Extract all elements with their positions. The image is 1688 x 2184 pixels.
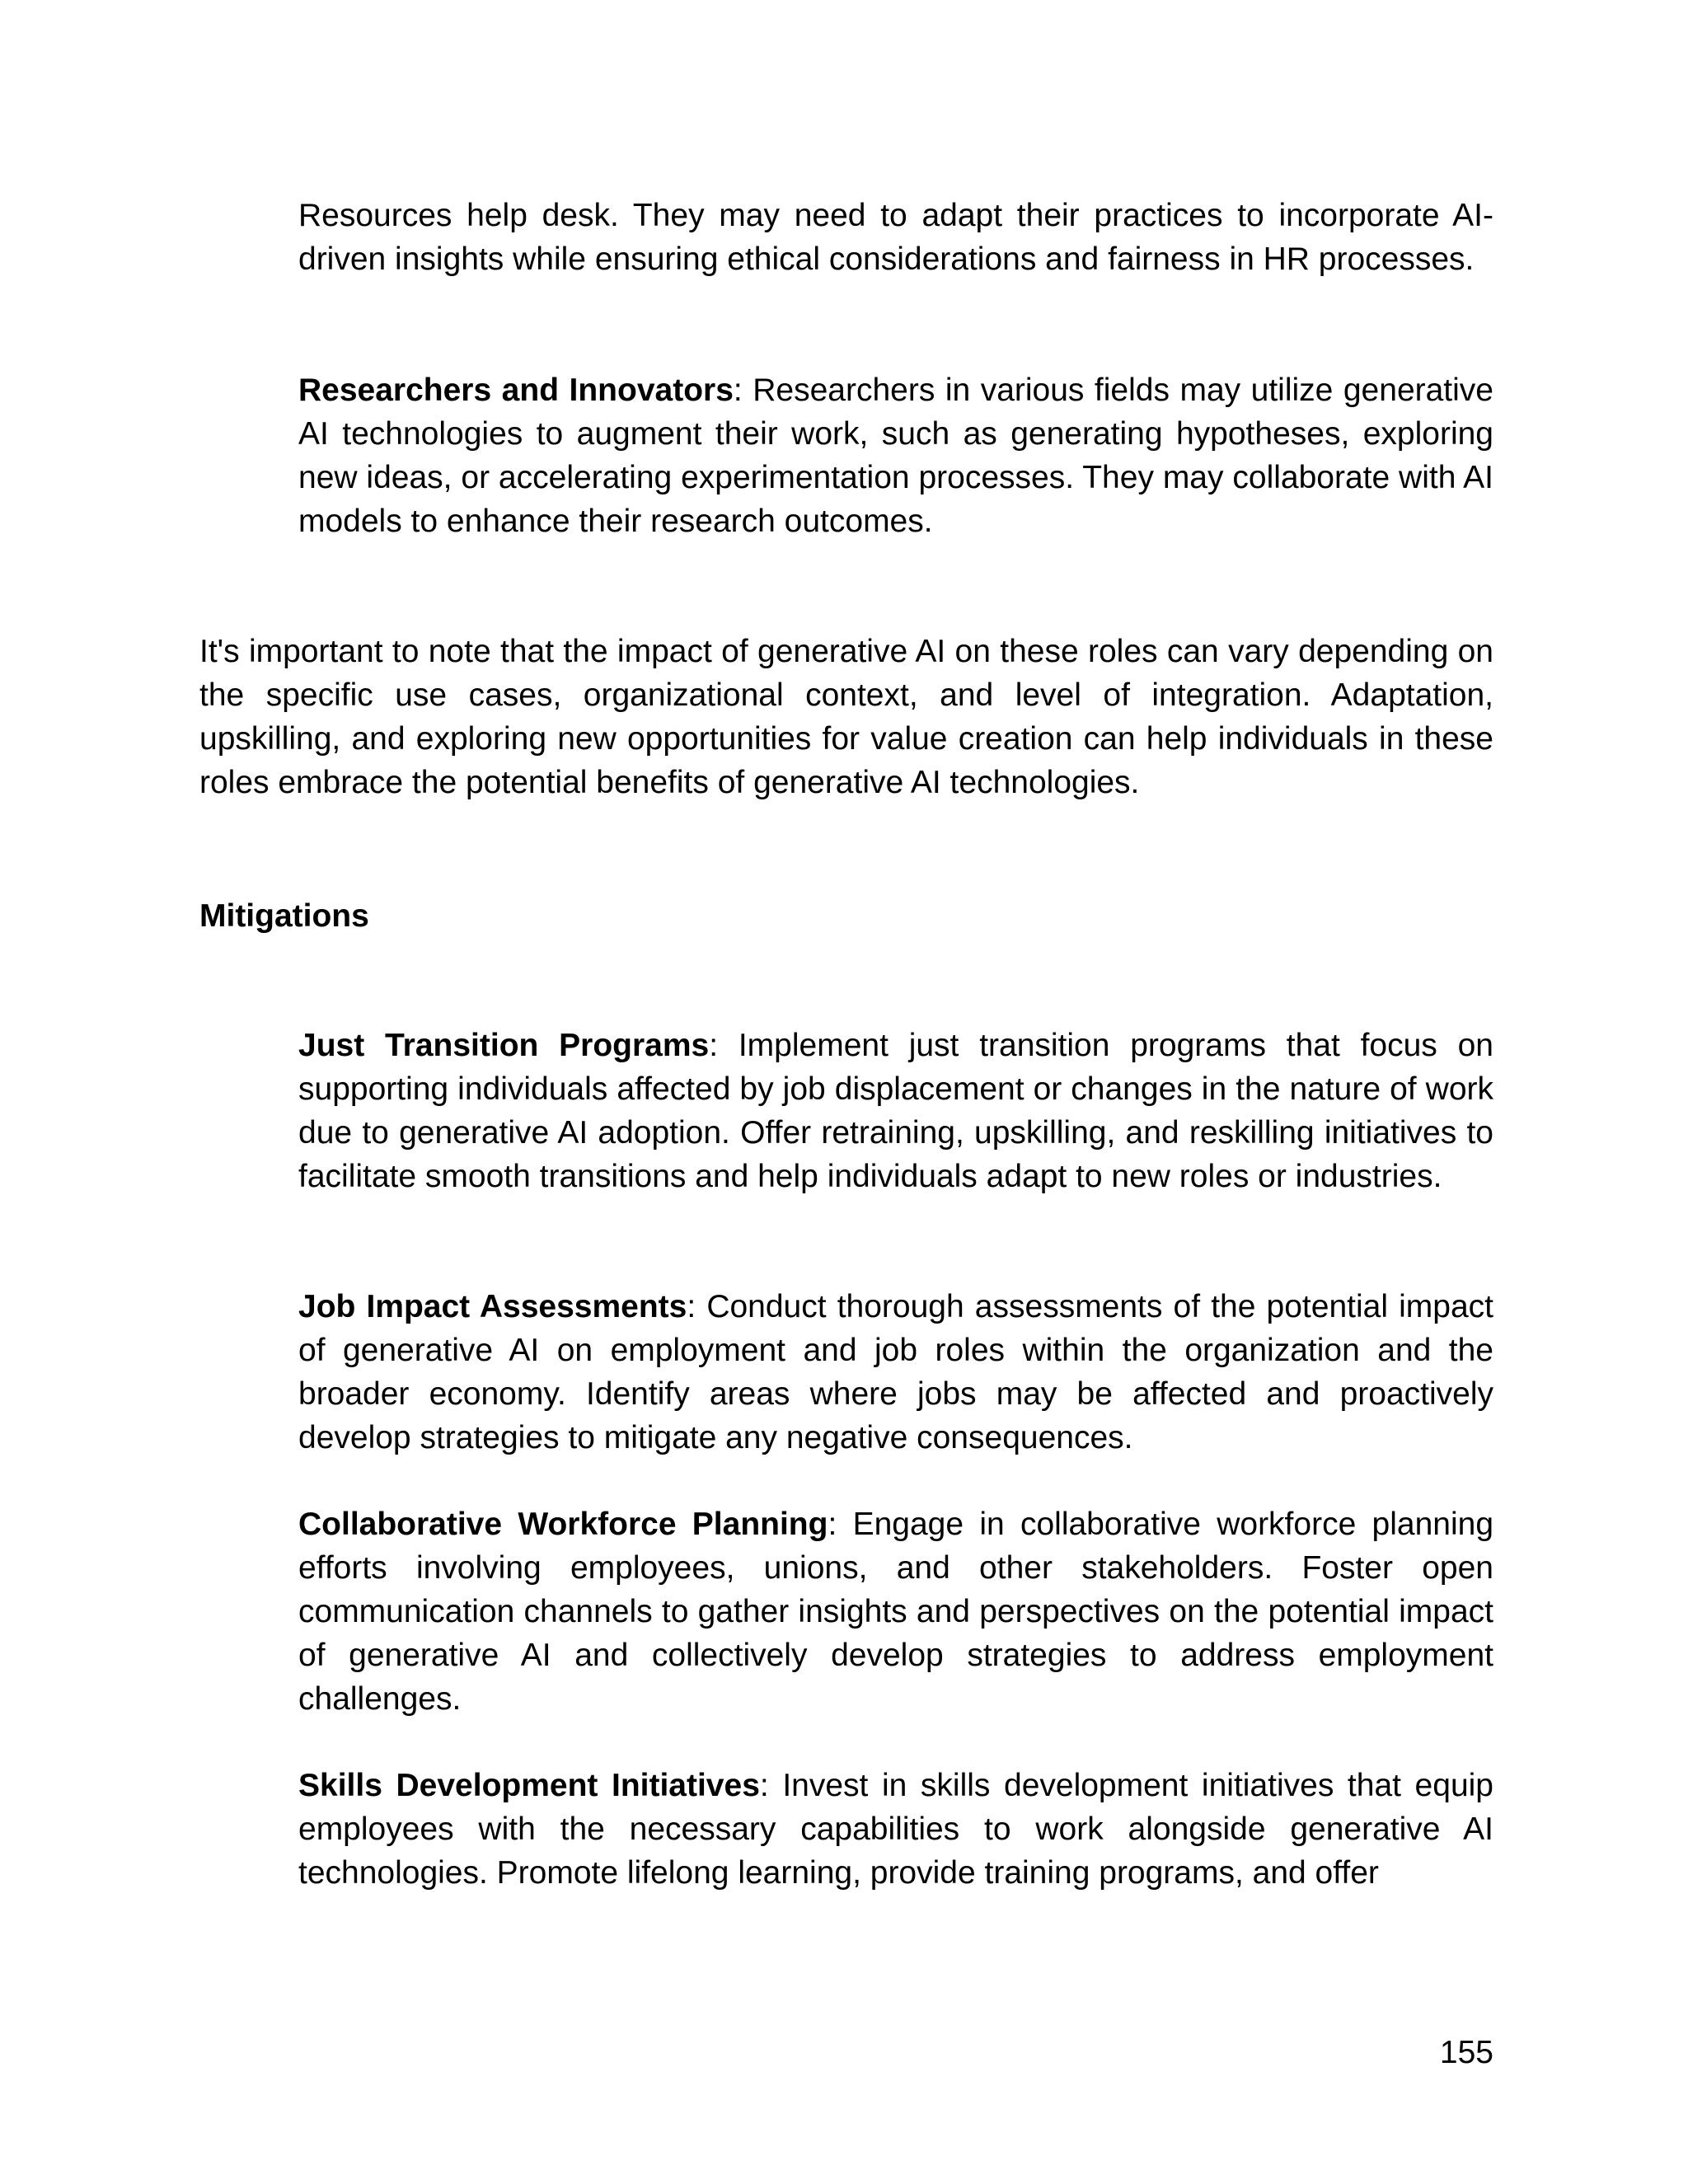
researchers-term: Researchers and Innovators: [298, 373, 734, 408]
mitigation-term: Just Transition Programs: [298, 1028, 710, 1063]
mitigations-heading: Mitigations: [199, 898, 369, 934]
mitigation-item: [298, 1502, 1493, 1721]
mitigation-term: Collaborative Workforce Planning: [298, 1507, 828, 1542]
researchers-text: Researchers in various fields may utilize generative AI technologies to augment their work, such as generating hypotheses, exploring new ideas, or accelerating experimentation processes. They may collaborate with AI models to enhance their research outcomes.: [298, 373, 1493, 539]
researchers-paragraph: [298, 368, 1493, 543]
intro-continuation-text: Resources help desk. They may need to adapt their practices to incorporate AI-driven insights while ensuring ethical considerations and fairness in HR processes.: [298, 198, 1493, 277]
mitigation-text: Invest in skills development initiatives that equip employees with the necessary capabilities to work alongside generative AI technologies. Promote lifelong learning, provide training programs, and offer: [298, 1768, 1493, 1891]
mitigation-term: Job Impact Assessments: [298, 1289, 687, 1324]
mitigation-text: Conduct thorough assessments of the potential impact of generative AI on employment and job roles within the organization and the broader economy. Identify areas where jobs may be affected and proactively develop strategies to mitigate any negative consequences.: [298, 1289, 1493, 1455]
researchers-separator: :: [733, 373, 743, 408]
note-paragraph: [199, 630, 1493, 804]
mitigation-item: [298, 1285, 1493, 1460]
page-number: 155: [1439, 2035, 1493, 2070]
mitigation-text: Engage in collaborative workforce planning efforts involving employees, unions, and other stakeholders. Foster open communication channels to gather insights and perspectives on the potential impact of generative AI and collectively develop strategies to address employment challenges.: [298, 1507, 1494, 1717]
mitigation-item: [298, 1764, 1493, 1895]
mitigation-term: Skills Development Initiatives: [298, 1768, 760, 1803]
mitigation-separator: :: [709, 1028, 719, 1063]
mitigation-item: [298, 1024, 1493, 1198]
mitigation-separator: :: [828, 1507, 837, 1542]
note-text: It's important to note that the impact of generative AI on these roles can vary depending on the specific use cases, organizational context, and level of integration. Adaptation, upskilling, and exploring new opportunities for value creation can help individuals in these roles embrace the potential benefits of generative AI technologies.: [199, 634, 1493, 800]
mitigation-separator: :: [687, 1289, 696, 1324]
mitigation-text: Implement just transition programs that focus on supporting individuals affected by job displacement or changes in the nature of work due to generative AI adoption. Offer retraining, upskilling, and reskilling initiatives to facilitate smooth transitions and help individuals adapt to new roles or industries.: [298, 1028, 1493, 1194]
mitigation-separator: :: [759, 1768, 769, 1803]
intro-continuation-paragraph: [298, 194, 1493, 281]
